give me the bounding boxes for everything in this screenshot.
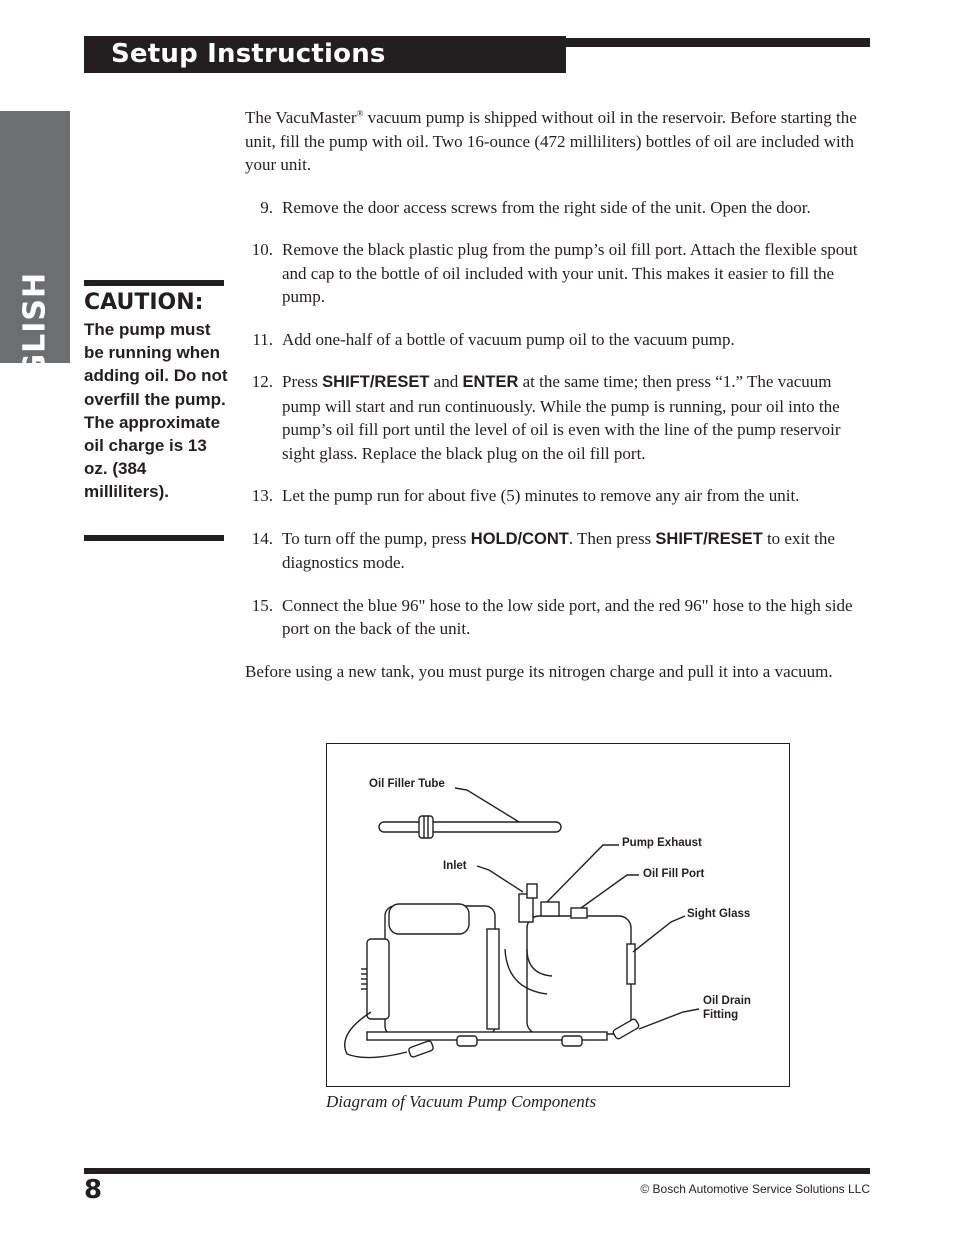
caution-title: CAUTION:: [84, 290, 204, 315]
step-text: Let the pump run for about five (5) minutes to remove any air from the unit.: [282, 486, 800, 505]
label-oil-drain-fitting: Fitting: [703, 1009, 739, 1021]
outro-paragraph: Before using a new tank, you must purge its nitrogen charge and pull it into a vacuum.: [245, 661, 833, 681]
caution-bottom-rule: [84, 535, 224, 541]
label-oil-fill-port: Oil Fill Port: [643, 868, 705, 880]
leader-sight-glass: [633, 916, 685, 952]
step-15: [245, 594, 873, 641]
page-title: Setup Instructions: [111, 39, 386, 69]
step-number: 10.: [251, 240, 273, 259]
motor-cap: [389, 904, 469, 934]
registered-mark: ®: [356, 108, 364, 119]
pump-reservoir: [527, 916, 631, 1034]
label-inlet: Inlet: [443, 860, 467, 872]
copyright: © Bosch Automotive Service Solutions LLC: [640, 1182, 870, 1196]
step-14: [245, 527, 873, 575]
sight-glass-shape: [627, 944, 635, 984]
filler-cap-shape: [419, 816, 433, 838]
leader-pump-exhaust: [547, 845, 619, 902]
pump-diagram: [326, 743, 790, 1087]
language-tab: [0, 111, 70, 427]
main-content: [245, 106, 873, 683]
leader-oil-fill-port: [581, 875, 639, 908]
label-oil-drain: Oil Drain: [703, 995, 751, 1007]
step-text: and: [429, 372, 463, 391]
key-shift-reset: SHIFT/RESET: [322, 373, 430, 391]
leader-oil-filler-tube: [455, 788, 519, 822]
exhaust-shape: [541, 902, 559, 916]
page-number: 8: [84, 1175, 103, 1205]
step-text: . Then press: [568, 528, 656, 548]
step-number: 12.: [251, 372, 273, 391]
step-text: To turn off the pump, press: [282, 528, 471, 548]
label-pump-exhaust: Pump Exhaust: [622, 837, 702, 849]
footer-rule: [84, 1168, 870, 1174]
step-11: [245, 328, 873, 352]
label-sight-glass: Sight Glass: [687, 908, 751, 920]
intro-text-2: vacuum pump is shipped without oil in the reservoir. Before starting the unit, fill the pump with oil. Two 16-ounce (472 milliliters) bottles of oil are included with your unit.: [245, 108, 857, 174]
language-tab-label: ENGLISH: [17, 271, 53, 427]
header-rule: [566, 38, 870, 47]
step-number: 9.: [260, 197, 273, 217]
step-12: [245, 370, 873, 465]
step-text: Remove the door access screws from the right side of the unit. Open the door.: [282, 197, 811, 217]
step-text: Press: [282, 372, 323, 391]
intro-paragraph: [245, 106, 873, 177]
step-10: [245, 238, 873, 309]
step-text: to exit the diagnostics mode.: [282, 528, 835, 572]
oil-fill-port-shape: [571, 908, 587, 918]
figure-caption: Diagram of Vacuum Pump Components: [326, 1092, 597, 1111]
caution-body: The pump must be running when adding oil. Do not overfill the pump. The approximate oil charge is 13 oz. (384 milliliters).: [84, 320, 228, 502]
step-text: Add one-half of a bottle of vacuum pump oil to the vacuum pump.: [282, 329, 735, 349]
key-enter: ENTER: [462, 373, 519, 391]
step-number: 14.: [251, 528, 273, 548]
step-text: Remove the black plastic plug from the pump’s oil fill port. Attach the flexible spout and cap to the bottle of oil included with your unit. This makes it easier to fill the pump.: [282, 240, 858, 306]
key-shift-reset: SHIFT/RESET: [655, 529, 763, 548]
step-number: 11.: [252, 329, 273, 349]
oil-filler-tube-shape: [379, 822, 561, 832]
leader-oil-drain: [639, 1009, 699, 1029]
motor-end: [367, 939, 389, 1019]
step-number: 13.: [251, 486, 273, 505]
leader-inlet: [477, 866, 523, 892]
intro-text-1: The VacuMaster: [245, 108, 357, 127]
step-9: [245, 196, 873, 220]
key-hold-cont: HOLD/CONT: [470, 529, 569, 548]
step-number: 15.: [251, 595, 273, 615]
caution-top-rule: [84, 280, 224, 286]
label-oil-filler-tube: Oil Filler Tube: [369, 778, 445, 790]
step-text: at the same time; then press “1.” The vacuum pump will start and run continuously. While the pump is running, pour oil into the pump’s oil fill port until the level of oil is even with the line of the pump reservoir sight glass. Replace the black plug on the oil fill port.: [282, 372, 841, 463]
step-text: Connect the blue 96" hose to the low side port, and the red 96" hose to the high side port on the back of the unit.: [282, 595, 853, 638]
step-13: [245, 484, 873, 508]
